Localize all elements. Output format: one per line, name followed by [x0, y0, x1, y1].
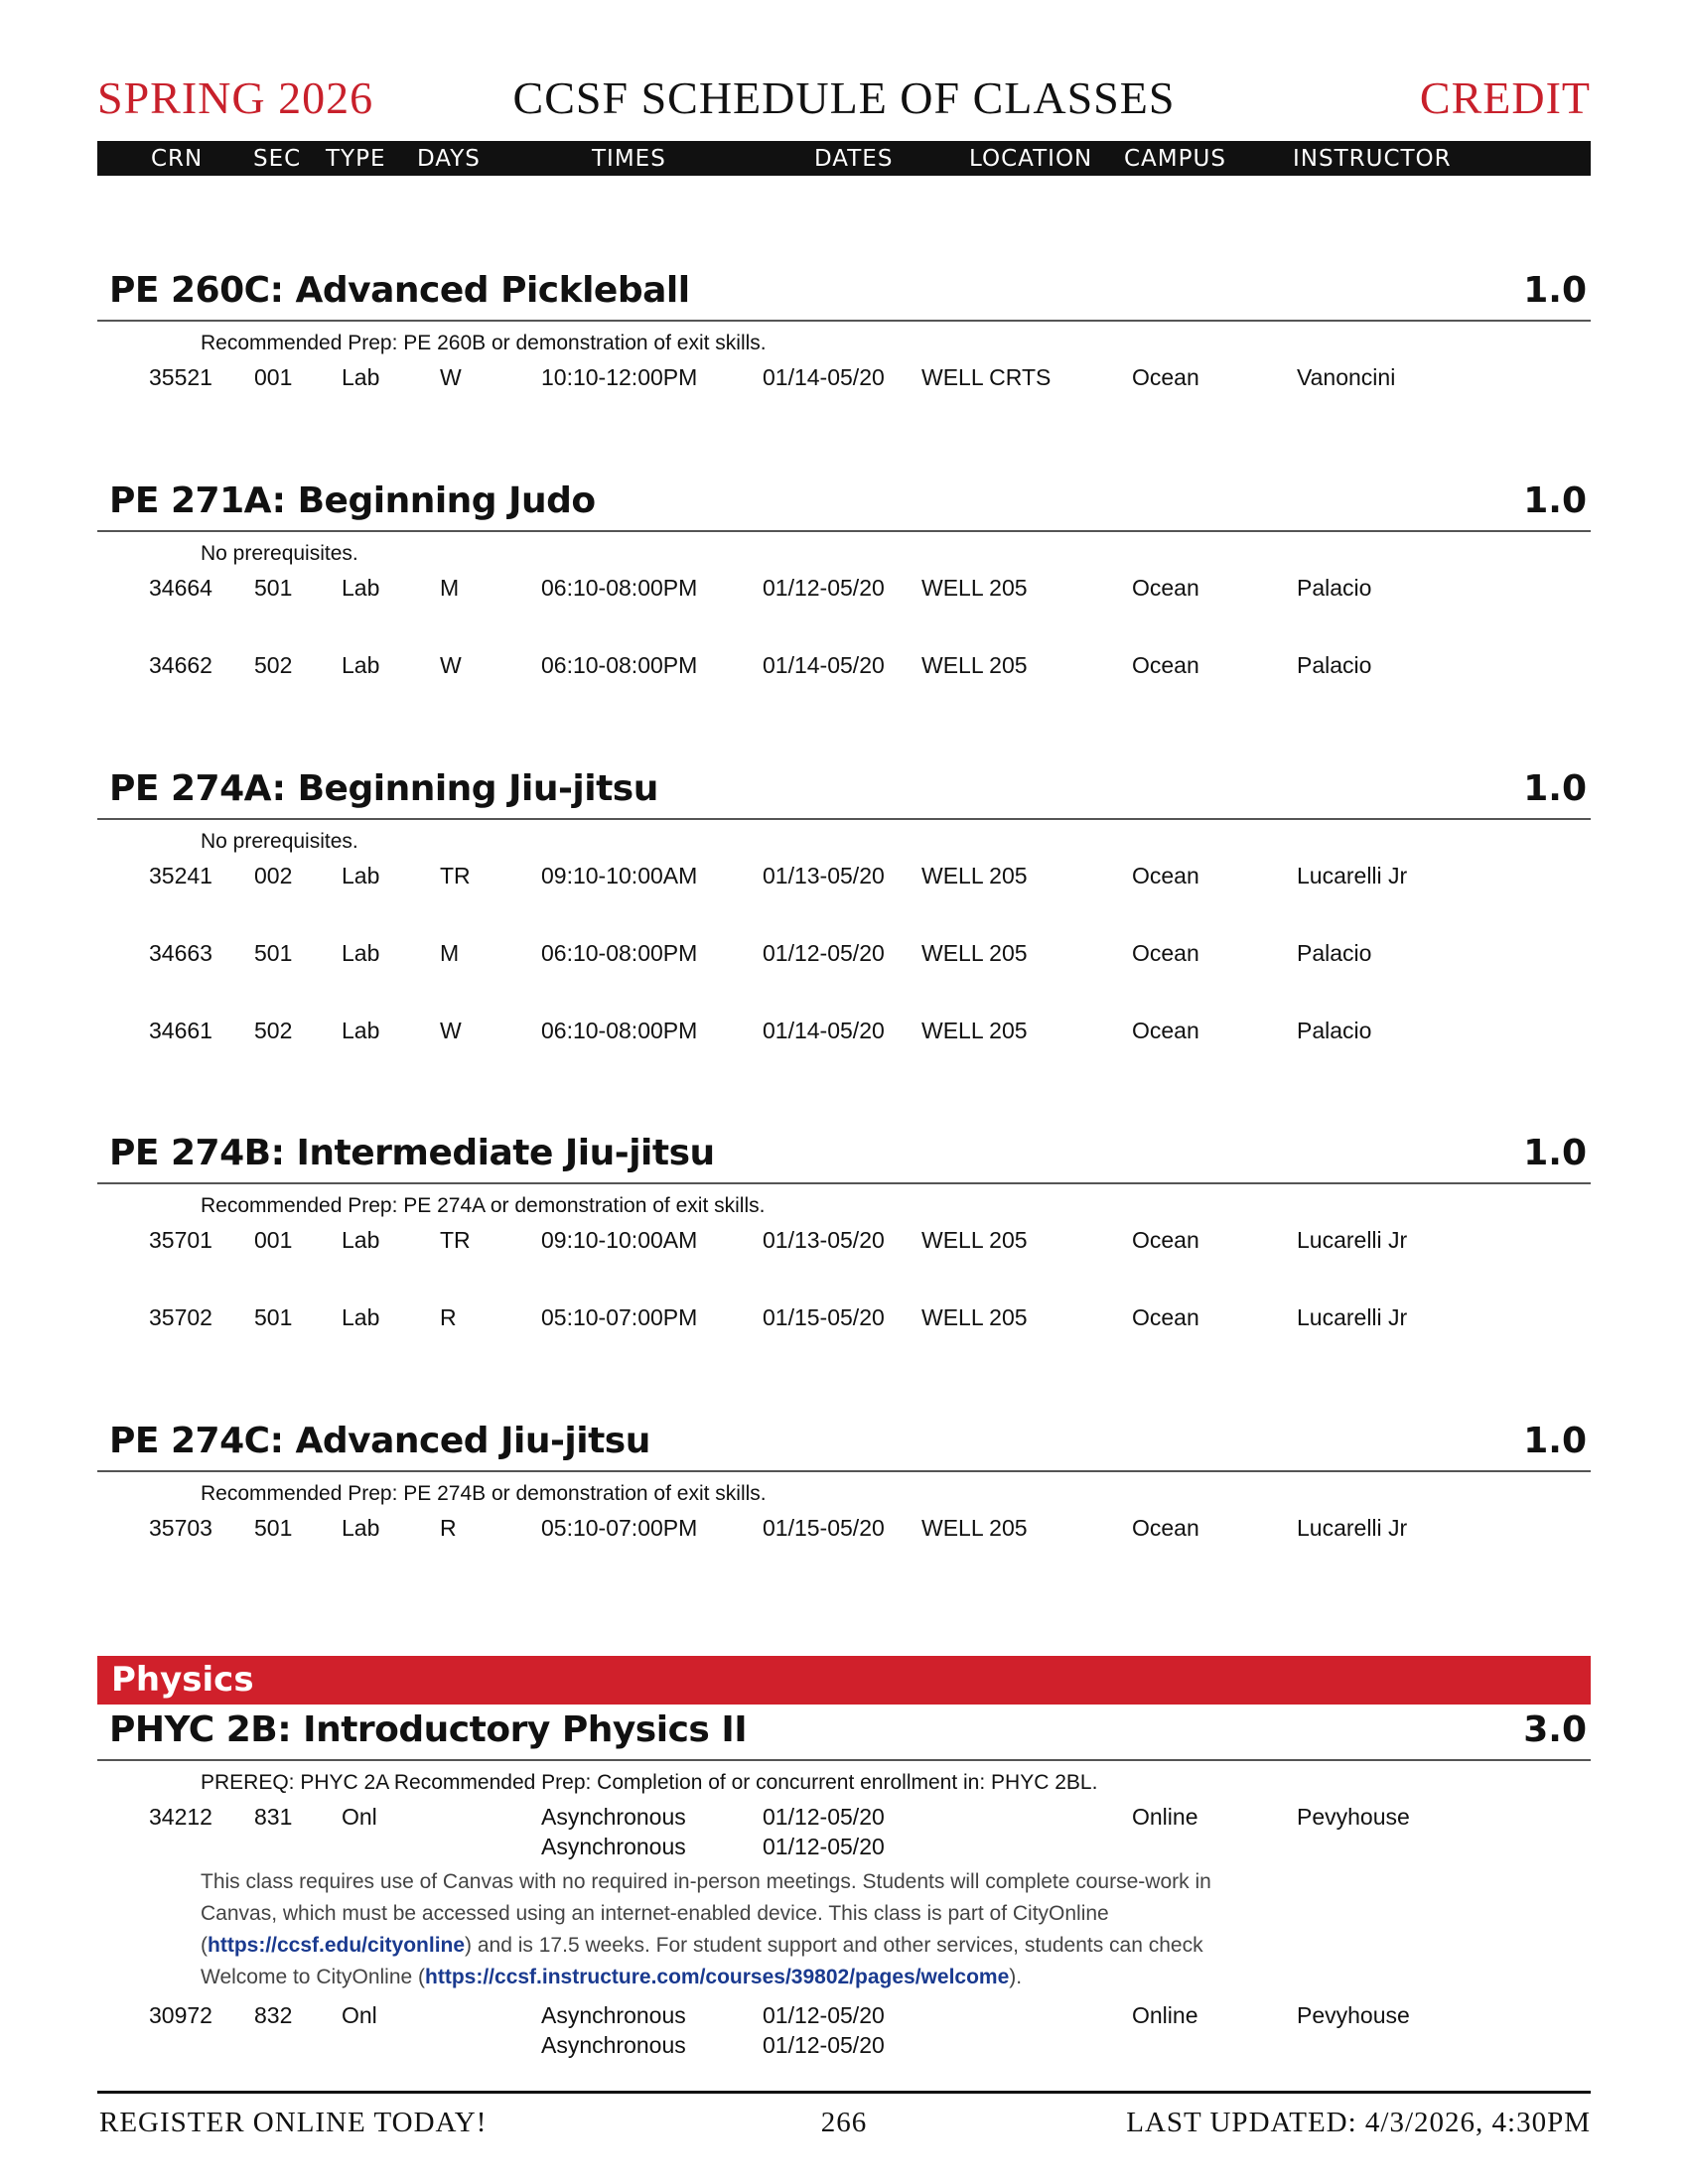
dates: 01/14-05/20 — [763, 652, 885, 678]
campus: Ocean — [1132, 1227, 1199, 1253]
category-label: CREDIT — [1419, 72, 1591, 123]
section-row — [97, 1804, 1591, 1859]
type: Lab — [342, 652, 380, 678]
type: Lab — [342, 940, 380, 966]
course-prereq-note: Recommended Prep: PE 274A or demonstration of exit skills. — [201, 1194, 766, 1217]
sec: 502 — [254, 652, 293, 678]
campus: Ocean — [1132, 364, 1199, 390]
instructor: Lucarelli Jr — [1297, 1227, 1408, 1253]
crn: 35521 — [149, 364, 212, 390]
sec: 001 — [254, 364, 293, 390]
course-title: PE 274B: Intermediate Jiu-jitsu — [109, 1133, 715, 1173]
sec: 501 — [254, 1304, 293, 1330]
days: R — [440, 1304, 457, 1330]
times: 06:10-08:00PM — [541, 940, 698, 966]
days: TR — [440, 863, 471, 888]
crn: 34662 — [149, 652, 212, 678]
course-prereq-note: PREREQ: PHYC 2A Recommended Prep: Completion of or concurrent enrollment in: PHYC 2BL. — [201, 1771, 1098, 1794]
sec: 001 — [254, 1227, 293, 1253]
section-row — [97, 1304, 1591, 1334]
days: TR — [440, 1227, 471, 1253]
crn: 34664 — [149, 575, 212, 601]
campus: Ocean — [1132, 863, 1199, 888]
days: W — [440, 364, 462, 390]
section-row — [97, 652, 1591, 682]
col-campus: CAMPUS — [1124, 146, 1226, 172]
crn: 35701 — [149, 1227, 212, 1253]
instructor: Vanoncini — [1297, 364, 1396, 390]
note-text: ) and is 17.5 weeks. For student support and other services, students can check Welcome to CityOnline ( — [201, 1934, 1203, 1988]
location: WELL 205 — [921, 575, 1028, 601]
dates: 01/14-05/20 — [763, 1018, 885, 1043]
col-crn: CRN — [151, 146, 204, 172]
course-prereq-note: Recommended Prep: PE 260B or demonstration of exit skills. — [201, 332, 767, 354]
campus: Ocean — [1132, 575, 1199, 601]
times: Asynchronous — [541, 1804, 686, 1830]
section-row — [97, 575, 1591, 605]
location: WELL CRTS — [921, 364, 1052, 390]
section-row — [97, 940, 1591, 970]
dates: 01/12-05/20 — [763, 940, 885, 966]
type: Lab — [342, 1018, 380, 1043]
days: W — [440, 1018, 462, 1043]
footer-rule — [97, 2091, 1591, 2094]
col-dates: DATES — [814, 146, 894, 172]
location: WELL 205 — [921, 940, 1028, 966]
campus: Ocean — [1132, 940, 1199, 966]
campus: Ocean — [1132, 1304, 1199, 1330]
type: Onl — [342, 1804, 377, 1830]
type: Onl — [342, 2002, 377, 2028]
campus: Ocean — [1132, 1018, 1199, 1043]
sec: 502 — [254, 1018, 293, 1043]
page-number: 266 — [820, 2107, 868, 2138]
type: Lab — [342, 1227, 380, 1253]
crn: 34212 — [149, 1804, 212, 1830]
crn: 34661 — [149, 1018, 212, 1043]
location: WELL 205 — [921, 1304, 1028, 1330]
dates: 01/13-05/20 — [763, 1227, 885, 1253]
instructor: Pevyhouse — [1297, 1804, 1410, 1830]
sec: 501 — [254, 1515, 293, 1541]
divider — [97, 818, 1591, 820]
divider — [97, 530, 1591, 532]
welcome-link[interactable]: https://ccsf.instructure.com/courses/39802/pages/welcome — [425, 1966, 1010, 1988]
instructor: Palacio — [1297, 1018, 1372, 1043]
times: Asynchronous — [541, 1834, 686, 1859]
crn: 35703 — [149, 1515, 212, 1541]
location: WELL 205 — [921, 1018, 1028, 1043]
dates: 01/15-05/20 — [763, 1515, 885, 1541]
course-prereq-note: No prerequisites. — [201, 542, 358, 565]
register-banner: REGISTER ONLINE TODAY! — [99, 2107, 488, 2138]
crn: 35702 — [149, 1304, 212, 1330]
instructor: Lucarelli Jr — [1297, 863, 1408, 888]
days: R — [440, 1515, 457, 1541]
location: WELL 205 — [921, 1515, 1028, 1541]
instructor: Lucarelli Jr — [1297, 1515, 1408, 1541]
location: WELL 205 — [921, 863, 1028, 888]
type: Lab — [342, 575, 380, 601]
course-units: 1.0 — [1523, 480, 1587, 521]
note-text: This class requires use of Canvas with no required in-person meetings. Students will complete course-work in Canvas, which must be accessed using an internet-enabled device. This class is part of CityOnline ( — [201, 1870, 1211, 1957]
course-units: 1.0 — [1523, 1133, 1587, 1173]
instructor: Palacio — [1297, 575, 1372, 601]
dates: 01/13-05/20 — [763, 863, 885, 888]
department-header — [97, 1656, 1591, 1705]
department-name: Physics — [111, 1660, 254, 1700]
course-title: PE 274C: Advanced Jiu-jitsu — [109, 1421, 650, 1461]
section-row — [97, 364, 1591, 394]
campus: Ocean — [1132, 1515, 1199, 1541]
course-units: 1.0 — [1523, 270, 1587, 311]
col-sec: SEC — [253, 146, 302, 172]
section-row — [97, 1227, 1591, 1257]
type: Lab — [342, 1515, 380, 1541]
crn: 34663 — [149, 940, 212, 966]
course-units: 1.0 — [1523, 768, 1587, 809]
divider — [97, 1182, 1591, 1184]
course-title: PE 271A: Beginning Judo — [109, 480, 596, 521]
dates: 01/12-05/20 — [763, 1834, 885, 1859]
dates: 01/12-05/20 — [763, 1804, 885, 1830]
course-title: PHYC 2B: Introductory Physics II — [109, 1709, 748, 1750]
cityonline-link[interactable]: https://ccsf.edu/cityonline — [208, 1934, 466, 1957]
sec: 501 — [254, 575, 293, 601]
column-header-bar — [97, 141, 1591, 176]
times: 09:10-10:00AM — [541, 1227, 698, 1253]
course-title: PE 260C: Advanced Pickleball — [109, 270, 690, 311]
times: 09:10-10:00AM — [541, 863, 698, 888]
times: 05:10-07:00PM — [541, 1515, 698, 1541]
instructor: Palacio — [1297, 940, 1372, 966]
course-prereq-note: No prerequisites. — [201, 830, 358, 853]
type: Lab — [342, 364, 380, 390]
term-label: SPRING 2026 — [97, 72, 374, 123]
col-days: DAYS — [417, 146, 481, 172]
location: WELL 205 — [921, 1227, 1028, 1253]
sec: 832 — [254, 2002, 293, 2028]
times: 06:10-08:00PM — [541, 652, 698, 678]
instructor: Palacio — [1297, 652, 1372, 678]
dates: 01/12-05/20 — [763, 575, 885, 601]
section-row — [97, 2002, 1591, 2058]
course-prereq-note: Recommended Prep: PE 274B or demonstration of exit skills. — [201, 1482, 767, 1505]
dates: 01/12-05/20 — [763, 2032, 885, 2058]
instructor: Pevyhouse — [1297, 2002, 1410, 2028]
divider — [97, 1470, 1591, 1472]
dates: 01/15-05/20 — [763, 1304, 885, 1330]
dates: 01/14-05/20 — [763, 364, 885, 390]
col-location: LOCATION — [969, 146, 1093, 172]
sec: 501 — [254, 940, 293, 966]
course-units: 3.0 — [1523, 1709, 1587, 1750]
days: M — [440, 575, 460, 601]
col-times: TIMES — [592, 146, 666, 172]
col-type: TYPE — [326, 146, 386, 172]
course-title: PE 274A: Beginning Jiu-jitsu — [109, 768, 658, 809]
times: 05:10-07:00PM — [541, 1304, 698, 1330]
campus: Ocean — [1132, 652, 1199, 678]
times: 06:10-08:00PM — [541, 575, 698, 601]
type: Lab — [342, 1304, 380, 1330]
campus: Online — [1132, 1804, 1198, 1830]
section-row — [97, 863, 1591, 892]
dates: 01/12-05/20 — [763, 2002, 885, 2028]
online-class-note — [201, 1866, 1253, 1993]
days: M — [440, 940, 460, 966]
col-instructor: INSTRUCTOR — [1293, 146, 1452, 172]
divider — [97, 320, 1591, 322]
days: W — [440, 652, 462, 678]
section-row — [97, 1018, 1591, 1047]
type: Lab — [342, 863, 380, 888]
campus: Online — [1132, 2002, 1198, 2028]
times: Asynchronous — [541, 2032, 686, 2058]
times: 10:10-12:00PM — [541, 364, 698, 390]
last-updated: LAST UPDATED: 4/3/2026, 4:30PM — [1126, 2107, 1591, 2138]
course-units: 1.0 — [1523, 1421, 1587, 1461]
times: Asynchronous — [541, 2002, 686, 2028]
crn: 35241 — [149, 863, 212, 888]
divider — [97, 1759, 1591, 1761]
note-text: ). — [1009, 1966, 1023, 1988]
section-row — [97, 1515, 1591, 1545]
instructor: Lucarelli Jr — [1297, 1304, 1408, 1330]
crn: 30972 — [149, 2002, 212, 2028]
sec: 831 — [254, 1804, 293, 1830]
times: 06:10-08:00PM — [541, 1018, 698, 1043]
location: WELL 205 — [921, 652, 1028, 678]
sec: 002 — [254, 863, 293, 888]
page-title: CCSF SCHEDULE OF CLASSES — [512, 72, 1176, 123]
